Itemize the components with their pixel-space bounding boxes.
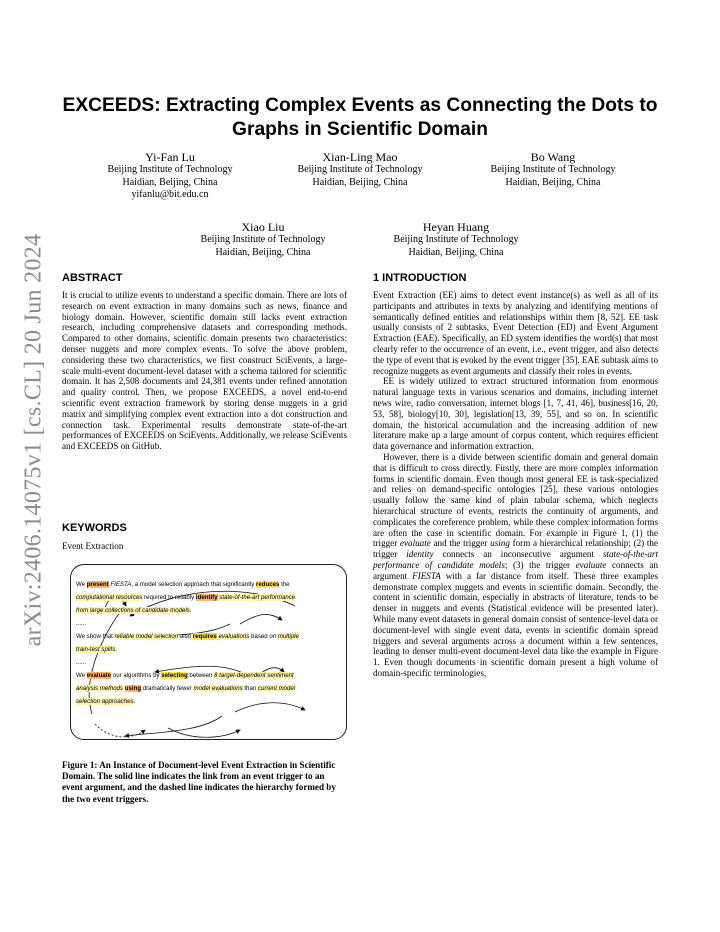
intro-paragraph-1: Event Extraction (EE) aims to detect event instance(s) as well as all of its participants and attributes in texts by analyzing and identifying mentions of semantically defined entities and relationships within them [8, 52]. EE task usually consists of 2 subtasks, Event Detection (ED) and Event Argument Extraction (EAE). Specifically, an ED system identifies the word(s) that most clearly refer to the occurrence of an event, i.e., event trigger, and also detects the type of event that is evoked by the event trigger [35]. EAE subtask aims to recognize nuggets as event arguments and classify their roles in events.	[373, 290, 658, 376]
argument-selection-approaches: selection approaches	[76, 698, 134, 705]
argument-sentiment: 8 target-dependent sentiment	[214, 672, 294, 679]
figure-line: from large collections of candidate models.	[76, 607, 192, 614]
intro-paragraph-3: However, there is a divide between scientific domain and general domain that is difficult to cross directly. Firstly, there are more complex information forms in scientific domain. Even though most general EE is task-specialized and relies on demand-specific ontologies [25], these various ontologies usually follow the same kind of plain tabular schema, which neglects hierarchical structure of events, restricts the continuity of arguments, and complicates the coreference problem, while these complex information forms are often the case in scientific domain. For example in Figure 1, (1) the trigger evaluate and the trigger using form a hierarchical relationship; (2) the trigger identity connects an inconsecutive argument state-of-the-art performance of candidate models; (3) the trigger evaluate connects an argument FIESTA with a far distance from itself. These three examples demonstrate complex nuggets and events in scientific domain. Secondly, the content in scientific domain, especially in abstracts of literature, tends to be denser in nuggets and events (Statistical evidence will be presented later). While many event datasets in general domain consist of sentence-level data or document-level with single event data, events in scientific domain spread triggers and several arguments across a document within a few sentences, leading to denser multi-event document-level data like the example in Figure 1. Even though documents in scientific domain present a high volume of domain-specific terminologies,	[373, 451, 659, 678]
keywords-text	[62, 541, 347, 552]
figure-line: selection approaches.	[76, 698, 136, 705]
argument-multiple: multiple	[277, 633, 299, 640]
trigger-selecting: selecting	[161, 672, 188, 679]
abstract-heading: ABSTRACT	[62, 272, 123, 284]
author-name: Bo Wang	[530, 150, 576, 164]
trigger-evaluate: evaluate	[86, 672, 112, 679]
trigger-reduces: reduces	[256, 581, 280, 588]
trigger-identify: identify	[195, 594, 218, 601]
author-location: Haidian, Beijing, China	[408, 246, 504, 258]
author-location: Haidian, Beijing, China	[505, 176, 601, 188]
author-location: Haidian, Beijing, China	[122, 176, 218, 188]
author-name: Yi-Fan Lu	[145, 150, 195, 164]
argument-fiesta: FIESTA	[110, 581, 132, 588]
author-affiliation: Beijing Institute of Technology	[393, 234, 519, 245]
trigger-using: using	[124, 685, 142, 692]
author-affiliation: Beijing Institute of Technology	[107, 164, 233, 175]
author-block	[463, 150, 643, 189]
argument-reliable-selection: reliable model selection	[114, 633, 179, 640]
introduction-heading: 1 INTRODUCTION	[373, 272, 467, 284]
trigger-present: present	[86, 581, 109, 588]
figure-line: We evaluate our algorithms by selecting between 8 target-dependent sentiment	[76, 672, 294, 679]
abstract-paragraph: It is crucial to utilize events to understand a specific domain. There are lots of research on event extraction in many domains such as news, finance and biology domain. However, scientific domain still lacks event extraction research, including comprehensive datasets and corresponding methods. Compared to other domains, scientific domain presents two characteristics: denser nuggets and more complex events. To solve the above problem, considering these two characteristics, we first construct SciEvents, a large-scale multi-event document-level dataset with a schema tailored for scientific domain. It has 2,508 documents and 24,381 events under refined annotation and quality control. Then, we propose EXCEEDS, a novel end-to-end scientific event extraction framework by storing dense nuggets in a grid matrix and simplifying complex event extraction into a dot construction and connection task. Experimental results demonstrate state-of-the-art performances of EXCEEDS on SciEvents. Additionally, we release SciEvents and EXCEEDS on GitHub.	[62, 290, 347, 452]
author-block	[366, 220, 546, 259]
argument-evaluations: evaluations	[218, 633, 250, 640]
author-affiliation: Beijing Institute of Technology	[490, 164, 616, 175]
figure-line: analysis methods using dramatically fewer model evaluations than current model	[76, 685, 296, 692]
figure-1-caption: Figure 1: An Instance of Document-level Event Extraction in Scientific Domain. The solid line indicates the link from an event trigger to an event argument, and the dashed line indicates the hierarchy formed by the two event triggers.	[62, 760, 336, 804]
author-name: Xiao Liu	[241, 220, 285, 234]
figure-line: computational resources required to reliably identify state-of-the-art performance	[76, 594, 296, 601]
author-name: Heyan Huang	[422, 220, 490, 234]
argument-performance: state-of-the-art performance	[219, 594, 296, 601]
author-block	[80, 150, 260, 202]
introduction-text	[373, 290, 658, 679]
figure-ellipsis: ......	[76, 659, 87, 666]
author-location: Haidian, Beijing, China	[312, 176, 408, 188]
author-location: Haidian, Beijing, China	[215, 246, 311, 258]
arxiv-identifier: arXiv:2406.14075v1 [cs.CL] 20 Jun 2024	[20, 233, 47, 647]
author-block	[270, 150, 450, 189]
author-name: Xian-Ling Mao	[322, 150, 398, 164]
argument-model-evaluations: model evaluations	[193, 685, 243, 692]
author-email[interactable]: yifanlu@bit.edu.cn	[131, 189, 209, 200]
argument-analysis-methods: analysis methods	[76, 685, 124, 692]
abstract-text	[62, 290, 347, 452]
argument-splits: train-test splits	[76, 646, 116, 653]
figure-line: We show that reliable model selection also requires evaluations based on multiple	[76, 633, 299, 640]
author-block	[173, 220, 353, 259]
keywords-heading: KEYWORDS	[62, 522, 127, 534]
argument-candidate-models: from large collections of candidate models	[76, 607, 190, 614]
author-affiliation: Beijing Institute of Technology	[297, 164, 423, 175]
figure-line: We present FIESTA, a model selection approach that significantly reduces the	[76, 581, 290, 588]
figure-ellipsis: ......	[76, 620, 87, 627]
arc-using-evaluations	[168, 728, 240, 737]
argument-current-model: current model	[257, 685, 296, 692]
argument-resources: computational resources	[76, 594, 143, 601]
intro-paragraph-2: EE is widely utilized to extract structured information from enormous natural language texts in various scenarios and domains, including internet news wire, radio conversation, internet blogs [1, 7, 41, 46], business[16, 20, 53, 58], biology[10, 30], legislation[13, 39, 55], and so on. In scientific domain, the historical accumulation and the increasing addition of new literature make up a large amount of corpus content, which requires efficient data governance and information extraction.	[373, 376, 658, 452]
figure-line: train-test splits.	[76, 646, 117, 653]
author-affiliation: Beijing Institute of Technology	[200, 234, 326, 245]
trigger-requires: requires	[192, 633, 217, 640]
paper-title: EXCEEDS: Extracting Complex Events as Connecting the Dots to Graphs in Scientific Domain	[62, 95, 658, 140]
keywords-value: Event Extraction	[62, 541, 124, 551]
